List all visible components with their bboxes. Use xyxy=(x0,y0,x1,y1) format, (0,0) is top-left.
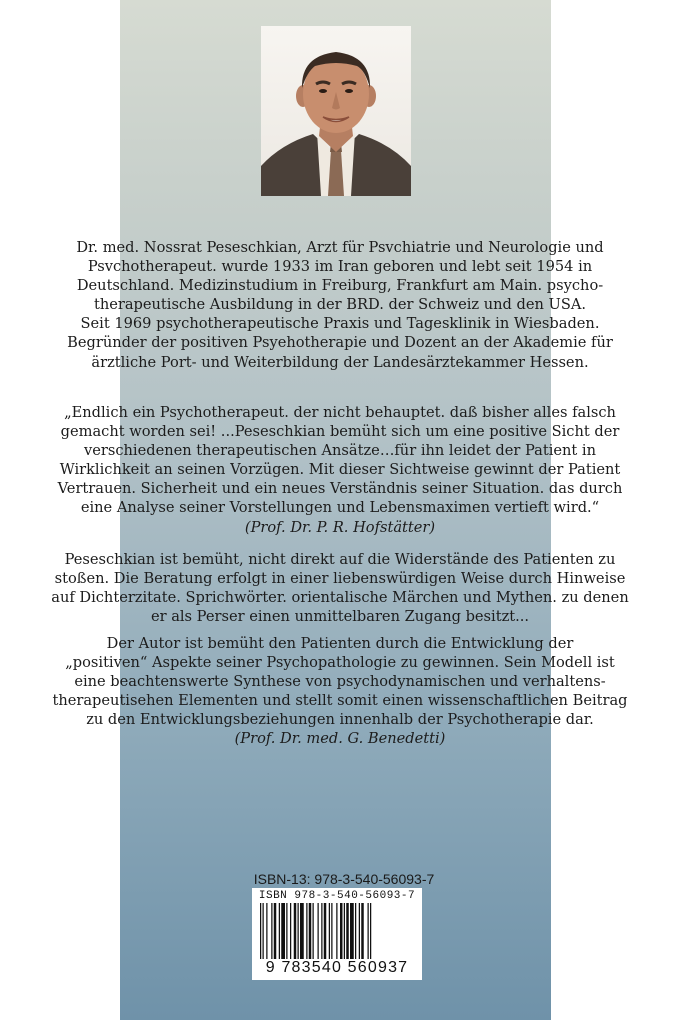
barcode-bar xyxy=(324,903,327,959)
paragraph-line: er als Perser einen unmittelbaren Zugang besitzt... xyxy=(150,608,530,626)
barcode-bar xyxy=(313,903,314,959)
barcode-bar xyxy=(346,903,349,959)
barcode-bar xyxy=(309,903,312,959)
barcode-bar xyxy=(336,903,337,959)
barcode-bar xyxy=(329,903,330,959)
barcode-bar xyxy=(294,903,297,959)
barcode-bar xyxy=(321,903,322,959)
barcode-bar xyxy=(260,903,261,959)
barcode-bar xyxy=(361,903,364,959)
barcode-bar xyxy=(263,903,264,959)
barcode-bar xyxy=(355,903,356,959)
barcode-bar xyxy=(298,903,299,959)
bio-line: therapeutische Ausbildung in der BRD. der Schweiz und den USA. xyxy=(93,296,587,314)
bio-line: Seit 1969 psychotherapeutische Praxis und Tagesklinik in Wiesbaden. xyxy=(80,315,600,333)
quote-hofstaetter xyxy=(40,403,640,537)
paragraph-line: auf Dichterzitate. Sprichwörter. orientalische Märchen und Mythen. zu denen xyxy=(51,589,629,607)
quote-line: verschiedenen therapeutischen Ansätze…für ihn leidet der Patient in xyxy=(84,442,596,460)
author-portrait xyxy=(261,26,411,196)
barcode-bar xyxy=(271,903,272,959)
quote-line: „Endlich ein Psychotherapeut. der nicht behauptet. daß bisher alles falsch xyxy=(64,404,616,421)
bio-line: Begründer der positiven Psyehotherapie und Dozent an der Akademie für xyxy=(67,334,613,352)
barcode-bar xyxy=(266,903,267,959)
quote-line: Wirklichkeit an seinen Vorzügen. Mit dieser Sichtweise gewinnt der Patient xyxy=(59,461,621,479)
quote-line: eine Analyse seiner Vorstellungen und Lebensmaximen vertieft wird.“ xyxy=(80,499,600,517)
bio-line: Psvchotherapeut. wurde 1933 im Iran geboren und lebt seit 1954 in xyxy=(87,258,593,276)
quote-line: therapeutisehen Elementen und stellt somit einen wissenschaftlichen Beitrag xyxy=(52,692,628,710)
barcode-bars xyxy=(260,903,414,959)
barcode-bar xyxy=(318,903,319,959)
quote-line: eine beachtenswerte Synthese von psychodynamischen und verhaltens- xyxy=(74,673,606,691)
barcode-bar xyxy=(368,903,369,959)
quote-line: Der Autor ist bemüht den Patienten durch die Entwicklung der xyxy=(106,635,574,652)
quote-line: gemacht worden sei! ...Peseschkian bemüht sich um eine positive Sicht der xyxy=(60,423,620,441)
quote-credit: (Prof. Dr. med. G. Benedetti) xyxy=(234,730,446,748)
bio-line: Deutschland. Medizinstudium in Freiburg, Frankfurt am Main. psycho- xyxy=(76,277,604,295)
barcode xyxy=(252,888,422,980)
paragraph-line: stoßen. Die Beratung erfolgt in einer liebenswürdigen Weise durch Hinweise xyxy=(54,570,626,588)
author-photo-illustration xyxy=(261,26,411,196)
barcode-bar xyxy=(300,903,304,959)
barcode-isbn-text: ISBN 978-3-540-56093-7 xyxy=(258,890,416,902)
barcode-bar xyxy=(359,903,360,959)
barcode-bar xyxy=(370,903,371,959)
barcode-bar xyxy=(340,903,343,959)
barcode-bar xyxy=(344,903,345,959)
barcode-bar xyxy=(306,903,307,959)
bio-line: ärztliche Port- und Weiterbildung der Landesärztekammer Hessen. xyxy=(91,353,589,371)
barcode-bar xyxy=(274,903,277,959)
quote-credit: (Prof. Dr. P. R. Hofstätter) xyxy=(244,518,436,536)
paragraph-line: Peseschkian ist bemüht, nicht direkt auf die Widerstände des Patienten zu xyxy=(64,551,616,568)
isbn-label: ISBN-13: 978-3-540-56093-7 xyxy=(253,871,435,887)
barcode-bar xyxy=(350,903,354,959)
quote-benedetti xyxy=(40,634,640,749)
barcode-bar xyxy=(279,903,280,959)
barcode-digits: 9 783540 560937 xyxy=(265,959,409,976)
quote-line: „positiven“ Aspekte seiner Psychopathologie zu gewinnen. Sein Modell ist xyxy=(65,654,615,672)
barcode-bar xyxy=(286,903,287,959)
barcode-bar xyxy=(290,903,291,959)
barcode-bar xyxy=(281,903,285,959)
quote-line: Vertrauen. Sicherheit und ein neues Verständnis seiner Situation. das durch xyxy=(57,480,623,498)
barcode-bar xyxy=(331,903,332,959)
author-bio xyxy=(40,238,640,372)
quote-line: zu den Entwicklungsbeziehungen innenhalb der Psychotherapie dar. xyxy=(86,711,594,729)
description-paragraph xyxy=(40,550,640,626)
bio-line: Dr. med. Nossrat Peseschkian, Arzt für Psvchiatrie und Neurologie und xyxy=(76,239,604,256)
